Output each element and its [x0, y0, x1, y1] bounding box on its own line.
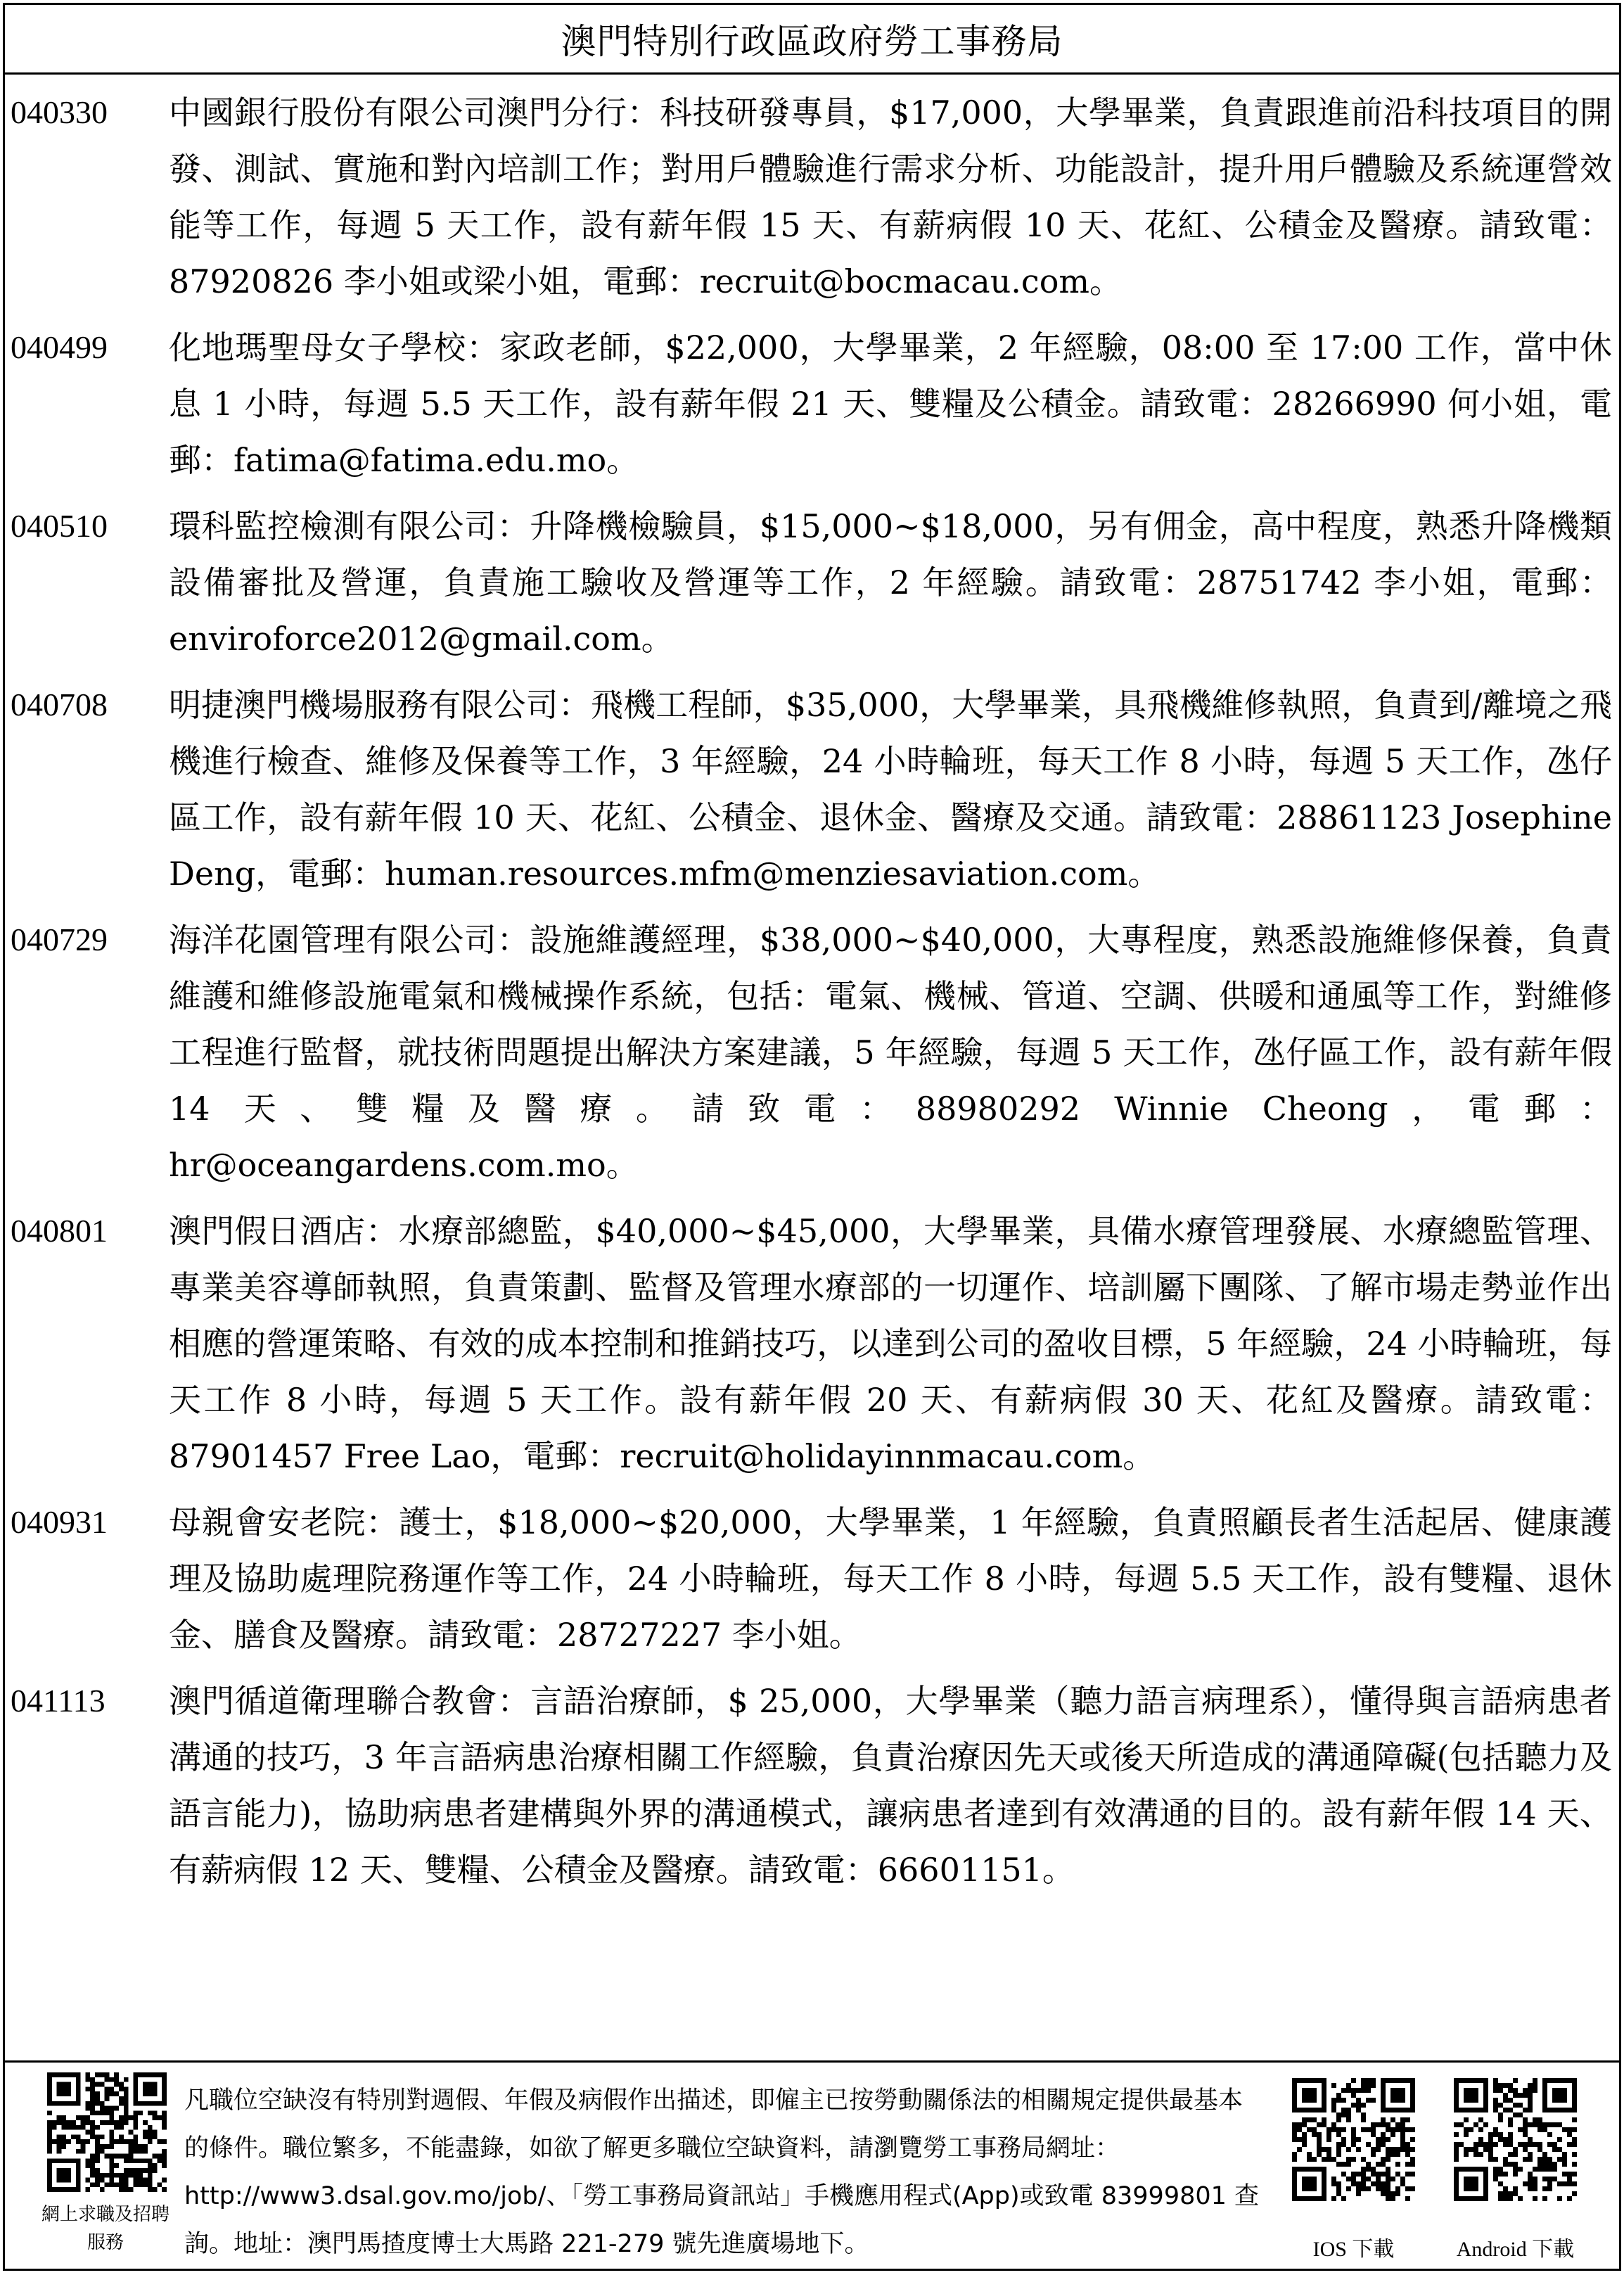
footer-notice: 凡職位空缺沒有特別對週假、年假及病假作出描述，即僱主已按勞動關係法的相關規定提供最基本的條件。職位繁多，不能盡錄，如欲了解更多職位空缺資料，請瀏覽勞工事務局網址：http://www3.dsal.gov.mo/job/、「勞工事務局資訊站」手機應用程式(App)或致電 83999801 查詢。地址：澳門馬揸度博士大馬路 221-279 號先進廣場地下。 — [184, 2086, 1260, 2258]
android-download-qr-code-icon[interactable] — [1454, 2078, 1577, 2201]
job-description: 澳門假日酒店：水療部總監，$40,000~$45,000，大學畢業，具備水療管理發展、水療總監管理、專業美容導師執照，負責策劃、監督及管理水療部的一切運作、培訓屬下團隊、了解市場走勢並作出相應的營運策略、有效的成本控制和推銷技巧，以達到公司的盈收目標，5 年經驗，24 小時輪班，每天工作 8 小時，每週 5 天工作。設有薪年假 20 天、有薪病假 30 天、花紅及醫療。請致電：87901457 Free Lao，電郵：recruit@holidayinnmacau.com。 — [169, 1212, 1612, 1475]
job-code: 040499 — [11, 329, 108, 365]
android-download-label[interactable]: Android 下載 — [1456, 2238, 1575, 2261]
job-description: 化地瑪聖母女子學校：家政老師，$22,000，大學畢業，2 年經驗，08:00 至 17:00 工作，當中休息 1 小時，每週 5.5 天工作，設有薪年假 21 天、雙糧及公積金。請致電：28266990 何小姐，電郵：fatima@fatima.edu.mo。 — [169, 329, 1612, 479]
job-description: 中國銀行股份有限公司澳門分行：科技研發專員，$17,000，大學畢業，負責跟進前沿科技項目的開發、測試、實施和對內培訓工作；對用戶體驗進行需求分析、功能設計，提升用戶體驗及系統運營效能等工作，每週 5 天工作，設有薪年假 15 天、有薪病假 10 天、花紅、公積金及醫療。請致電：87920826 李小姐或梁小姐，電郵：recruit@bocmacau.com。 — [169, 94, 1612, 300]
job-listing — [11, 84, 1612, 310]
job-description: 明捷澳門機場服務有限公司：飛機工程師，$35,000，大學畢業，具飛機維修執照，負責到/離境之飛機進行檢查、維修及保養等工作，3 年經驗，24 小時輪班，每天工作 8 小時，每週 5 天工作，氹仔區工作，設有薪年假 10 天、花紅、公積金、退休金、醫療及交通。請致電：28861123 Josephine Deng，電郵：human.resources.mfm@menziesaviation.com。 — [169, 686, 1612, 893]
ios-download-qr-code-icon[interactable] — [1292, 2078, 1415, 2201]
job-description: 海洋花園管理有限公司：設施維護經理，$38,000~$40,000，大專程度，熟悉設施維修保養，負責維護和維修設施電氣和機械操作系統，包括：電氣、機械、管道、空調、供暖和通風等工作，對維修工程進行監督，就技術問題提出解決方案建議，5 年經驗，每週 5 天工作，氹仔區工作，設有薪年假 14 天、雙糧及醫療。請致電：88980292 Winnie Cheong，電郵：hr@oceangardens.com.mo。 — [169, 921, 1612, 1184]
job-code: 040729 — [11, 922, 108, 957]
job-code: 040801 — [11, 1213, 108, 1249]
job-description: 環科監控檢測有限公司：升降機檢驗員，$15,000~$18,000，另有佣金，高中程度，熟悉升降機類設備審批及營運，負責施工驗收及營運等工作，2 年經驗。請致電：28751742 李小姐，電郵：enviroforce2012@gmail.com。 — [169, 507, 1612, 658]
job-code: 040708 — [11, 687, 108, 722]
job-description: 母親會安老院：護士，$18,000~$20,000，大學畢業，1 年經驗，負責照顧長者生活起居、健康護理及協助處理院務運作等工作，24 小時輪班，每天工作 8 小時，每週 5.5 天工作，設有雙糧、退休金、膳食及醫療。請致電：28727227 李小姐。 — [169, 1503, 1612, 1654]
job-listing — [11, 1673, 1612, 1898]
job-listing — [11, 319, 1612, 488]
job-listing — [11, 677, 1612, 902]
job-listing — [11, 912, 1612, 1193]
page-title: 澳門特別行政區政府勞工事務局 — [5, 5, 1619, 75]
ios-download-label[interactable]: IOS 下載 — [1312, 2238, 1395, 2261]
notice-frame — [3, 3, 1621, 2271]
job-code: 040510 — [11, 508, 108, 544]
job-service-qr-code-icon[interactable] — [47, 2072, 167, 2192]
job-listing — [11, 498, 1612, 667]
job-service-qr-label: 網上求職及招聘服務 — [41, 2204, 170, 2253]
job-code: 040330 — [11, 94, 108, 130]
job-code: 041113 — [11, 1683, 106, 1719]
job-listing — [11, 1494, 1612, 1663]
job-description: 澳門循道衛理聯合教會：言語治療師，$ 25,000，大學畢業（聽力語言病理系），懂得與言語病患者溝通的技巧，3 年言語病患治療相關工作經驗，負責治療因先天或後天所造成的溝通障礙(包括聽力及語言能力)，協助病患者建構與外界的溝通模式，讓病患者達到有效溝通的目的。設有薪年假 14 天、有薪病假 12 天、雙糧、公積金及醫療。請致電：66601151。 — [169, 1682, 1612, 1889]
job-code: 040931 — [11, 1504, 108, 1540]
footer — [5, 2060, 1619, 2269]
job-listing — [11, 1203, 1612, 1484]
job-listings — [5, 75, 1619, 1898]
